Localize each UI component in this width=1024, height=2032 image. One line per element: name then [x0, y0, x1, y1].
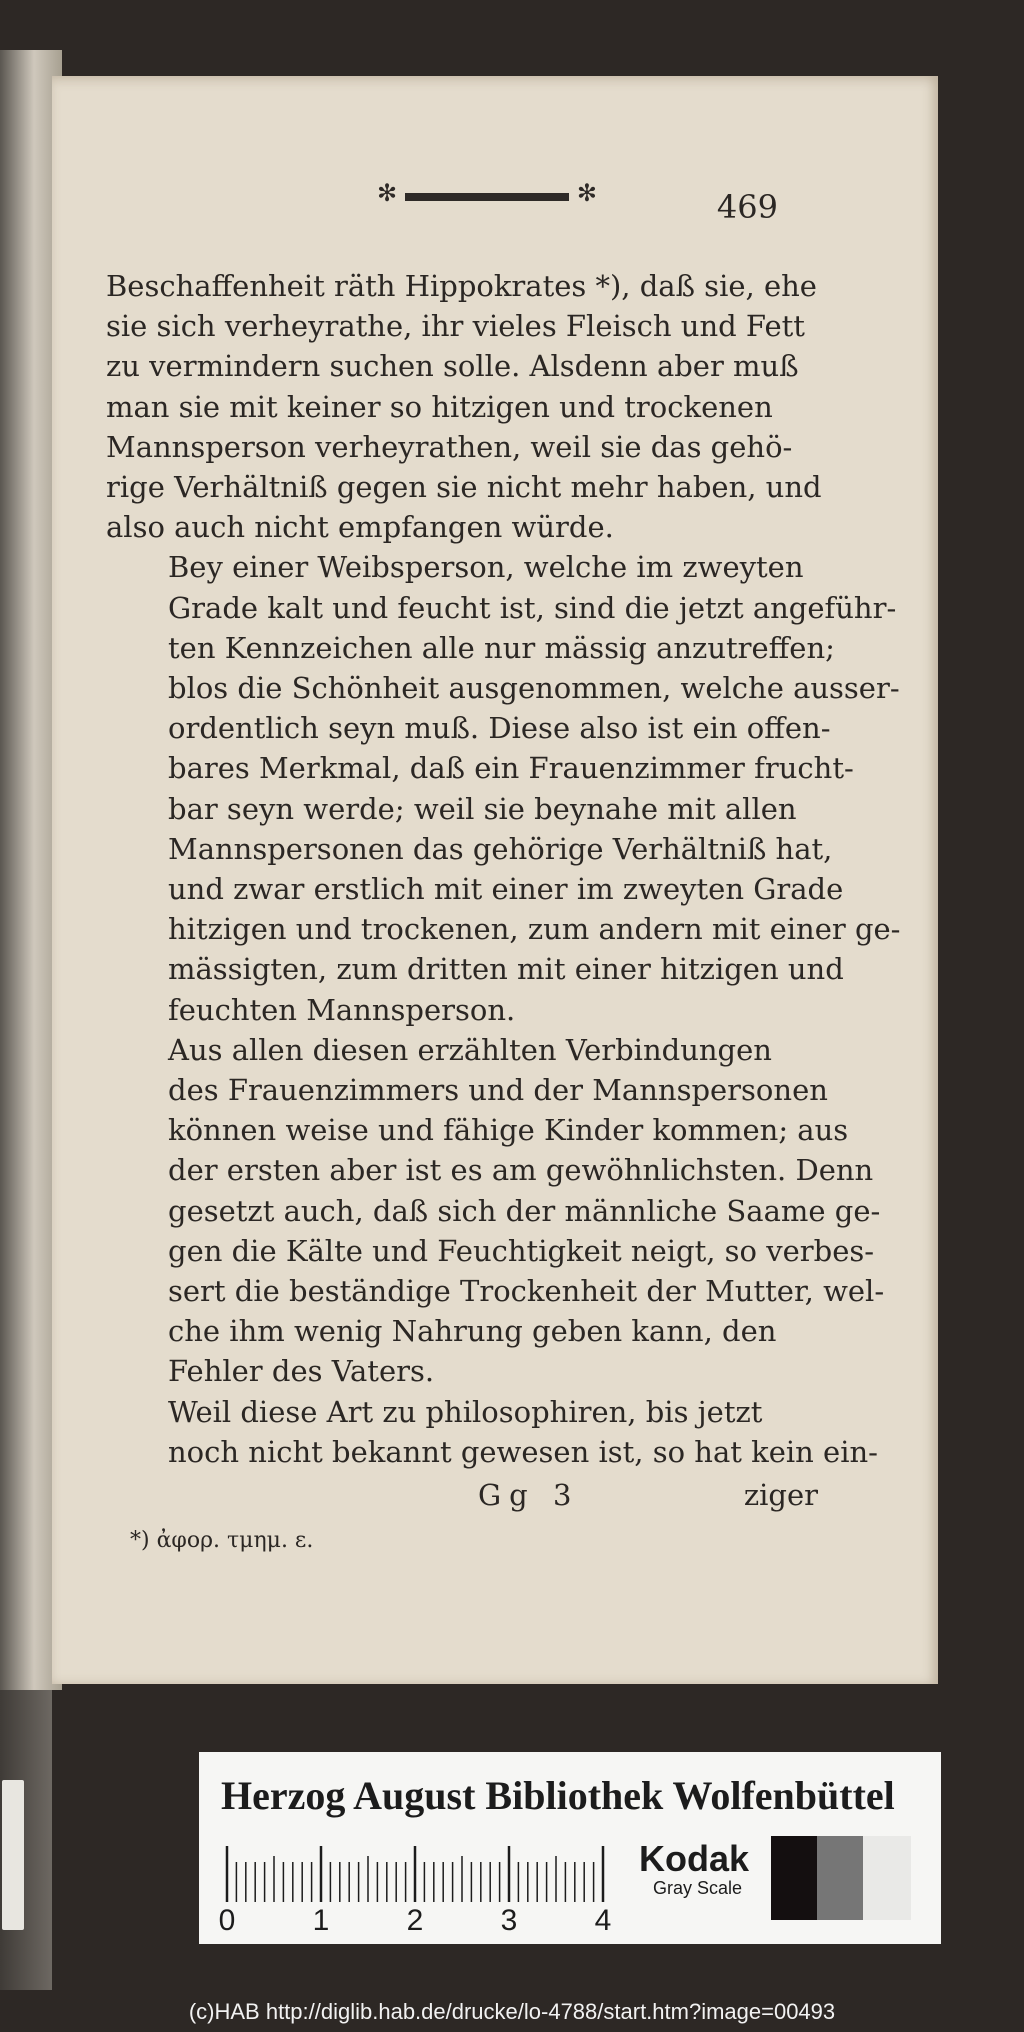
text-line: mässigten, zum dritten mit einer hitzigen und [168, 952, 844, 987]
text-line: Fehler des Vaters. [168, 1354, 435, 1389]
text-line: gen die Kälte und Feuchtigkeit neigt, so verbes- [168, 1233, 875, 1268]
text-line: also auch nicht empfangen würde. [106, 510, 614, 545]
catchword: ziger [743, 1478, 818, 1512]
text-line: des Frauenzimmers und der Mannspersonen [168, 1073, 828, 1108]
ruler-label: 4 [594, 1904, 612, 1937]
text-line: Mannsperson verheyrathen, weil sie das gehö- [106, 429, 793, 464]
footnote: *) ἀφορ. τμημ. ε. [130, 1528, 314, 1553]
text-line: Beschaffenheit räth Hippokrates *), daß sie, ehe [106, 269, 817, 303]
text-line: sert die beständige Trockenheit der Mutter, wel- [168, 1274, 885, 1309]
text-line: man sie mit keiner so hitzigen und trockenen [106, 389, 773, 424]
text-line: gesetzt auch, daß sich der männliche Saame ge- [168, 1193, 881, 1228]
ruler-label: 2 [406, 1904, 424, 1937]
scale-ruler [218, 1844, 617, 1937]
ruler-label: 0 [218, 1904, 236, 1937]
text-line: bar seyn werde; weil sie beynahe mit allen [168, 791, 797, 826]
text-line: noch nicht bekannt gewesen ist, so hat kein ein- [168, 1434, 878, 1469]
ruler-ticks [223, 1844, 623, 1906]
text-line: che ihm wenig Nahrung geben kann, den [168, 1314, 777, 1349]
text-line: Aus allen diesen erzählten Verbindungen [168, 1032, 772, 1067]
ruler-labels [218, 1904, 643, 1938]
paragraph [106, 1030, 885, 1392]
ornament-rule [405, 193, 569, 201]
gray-swatch [771, 1836, 817, 1920]
text-line: feuchten Mannsperson. [168, 992, 516, 1027]
paragraph [106, 1392, 878, 1472]
paragraph [106, 547, 901, 1029]
signature-mark: Gg 3 [478, 1478, 580, 1512]
header-ornament [377, 179, 597, 207]
body-text [106, 266, 901, 1472]
text-line: Mannspersonen das gehörige Verhältniß hat, [168, 831, 833, 866]
book-page [52, 76, 938, 1684]
text-line: hitzigen und trockenen, zum andern mit einer ge- [168, 912, 901, 947]
text-line: blos die Schönheit ausgenommen, welche ausser- [168, 671, 900, 706]
text-line: zu vermindern suchen solle. Alsdenn aber muß [106, 349, 799, 384]
text-line: Grade kalt und feucht ist, sind die jetzt angeführ- [168, 590, 897, 625]
text-line: Bey einer Weibsperson, welche im zweyten [168, 550, 804, 585]
card-title: Herzog August Bibliothek Wolfenbüttel [221, 1773, 895, 1818]
text-line: und zwar erstlich mit einer im zweyten Grade [168, 872, 844, 907]
book-cover-edge [0, 1690, 52, 1990]
text-line: der ersten aber ist es am gewöhnlichsten. Denn [168, 1153, 874, 1188]
image-caption: (c)HAB http://diglib.hab.de/drucke/lo-4788/start.htm?image=00493 [188, 1999, 836, 2024]
spine-label [2, 1780, 24, 1930]
ruler-label: 3 [500, 1904, 518, 1937]
ruler-label: 1 [312, 1904, 330, 1937]
text-line: bares Merkmal, daß ein Frauenzimmer frucht- [168, 751, 854, 786]
color-calibration-card [199, 1752, 941, 1944]
text-line: können weise und fähige Kinder kommen; aus [168, 1113, 849, 1148]
text-line: ordentlich seyn muß. Diese also ist ein offen- [168, 711, 831, 746]
paragraph [106, 266, 822, 547]
text-line: sie sich verheyrathe, ihr vieles Fleisch und Fett [106, 309, 805, 344]
gray-swatch [817, 1836, 863, 1920]
text-line: ten Kennzeichen alle nur mässig anzutreffen; [168, 630, 835, 665]
kodak-logo: Kodak [639, 1838, 750, 1879]
gray-scale-label: Gray Scale [653, 1878, 743, 1898]
page-number: 469 [716, 188, 778, 226]
gray-swatch [863, 1836, 911, 1920]
ornament-star-icon: ✻ [377, 179, 398, 207]
text-line: rige Verhältniß gegen sie nicht mehr haben, und [106, 470, 822, 505]
ornament-star-icon: ✻ [576, 179, 597, 207]
signature-line [106, 1478, 818, 1518]
text-line: Weil diese Art zu philosophiren, bis jetzt [168, 1394, 763, 1429]
gray-scale-swatches [771, 1836, 911, 1920]
